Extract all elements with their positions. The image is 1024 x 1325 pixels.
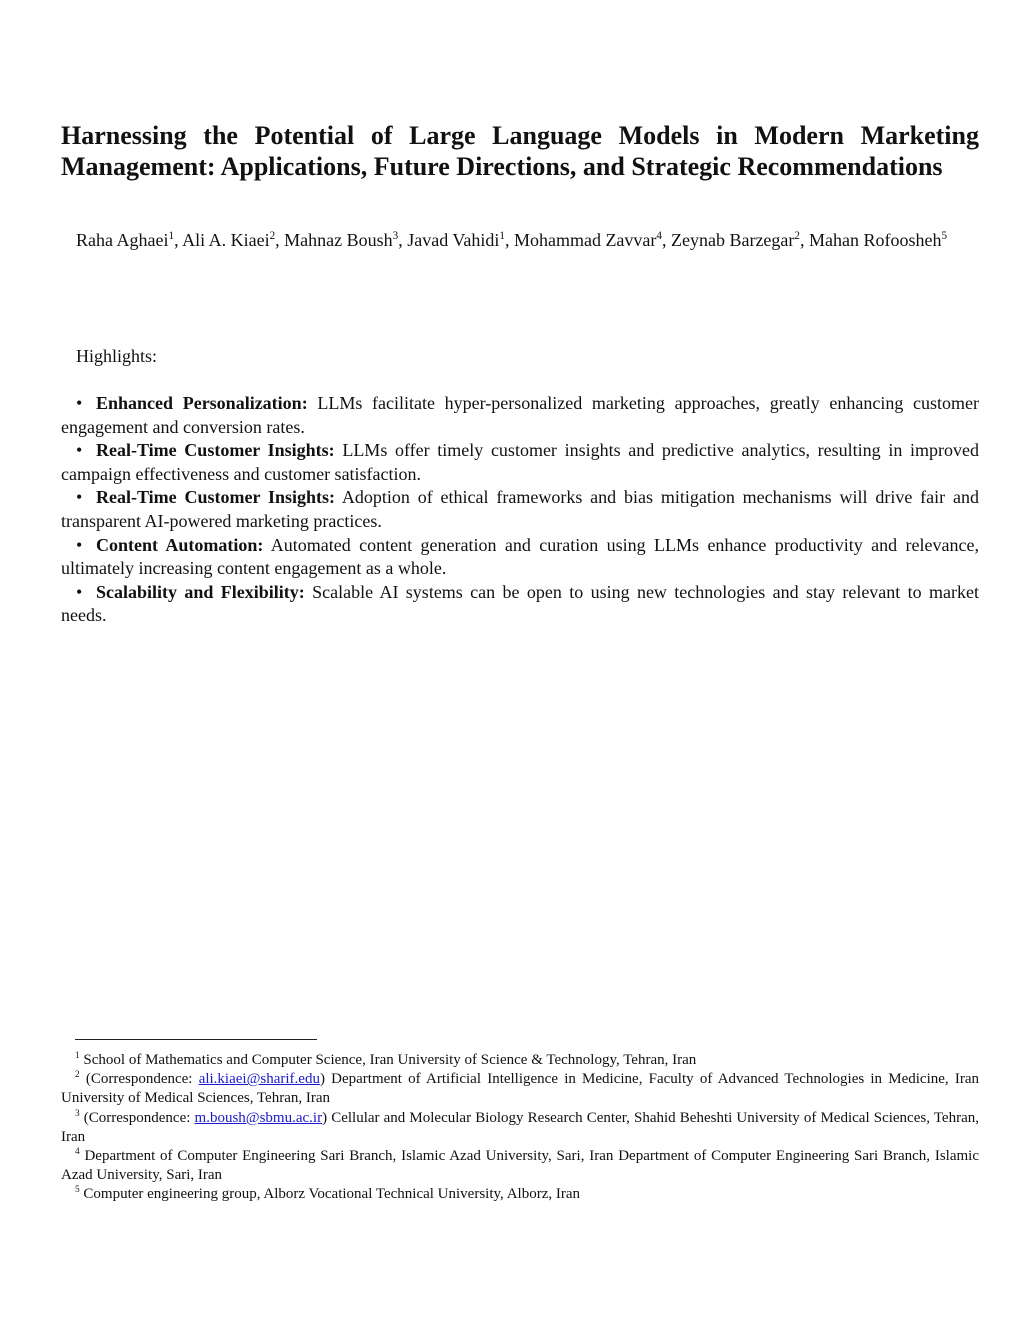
bullet-icon: • — [76, 487, 83, 508]
affiliation-mark: 4 — [656, 230, 662, 242]
footnote-text: Computer engineering group, Alborz Vocational Technical University, Alborz, Iran — [79, 1186, 581, 1203]
affiliation-mark: 5 — [941, 230, 948, 242]
correspondence-email-link[interactable]: ali.kiaei@sharif.edu — [198, 1071, 320, 1088]
footnote-text: (Correspondence: — [79, 1109, 195, 1126]
footnote-divider — [75, 1039, 317, 1040]
author — [809, 230, 947, 250]
highlight-heading: Real-Time Customer Insights: — [96, 487, 336, 508]
footnote-mark: 3 — [75, 1108, 80, 1119]
footnote-mark: 5 — [75, 1185, 80, 1196]
footnote-mark: 2 — [75, 1070, 80, 1081]
footnote-text: (Correspondence: — [79, 1071, 199, 1088]
affiliation-mark: 2 — [794, 230, 800, 242]
author-name: Mahnaz Boush — [284, 230, 393, 250]
author-list — [61, 229, 979, 252]
author — [284, 230, 407, 250]
footnote-text: School of Mathematics and Computer Science, Iran University of Science & Technology, Tehran, Iran — [79, 1052, 697, 1068]
footnote-text: ) Cellular and Molecular Biology Research Center, Shahid Beheshti University of Medical Sciences, Tehran, Iran — [61, 1109, 979, 1145]
author-name: Mahan Rofoosheh — [809, 230, 942, 250]
highlight-item — [61, 534, 979, 581]
affiliation-mark: 3 — [392, 230, 399, 242]
footnote-mark: 1 — [75, 1051, 80, 1061]
footnote — [61, 1070, 979, 1108]
highlight-item — [61, 439, 979, 486]
footnote — [61, 1147, 979, 1185]
footnote-text: ) Department of Artificial Intelligence in Medicine, Faculty of Advanced Technologies in Medicine, Iran University of Medical Sciences, Tehran, Iran — [61, 1071, 979, 1107]
footnote-text: Department of Computer Engineering Sari Branch, Islamic Azad University, Sari, Iran Department of Computer Engineering Sari Branch, Islamic Azad University, Sari, Iran — [61, 1148, 979, 1184]
author-separator: , — [504, 230, 514, 250]
highlight-heading: Scalability and Flexibility: — [96, 581, 305, 602]
author — [407, 230, 514, 250]
author-name: Raha Aghaei — [76, 230, 169, 250]
highlight-text: LLMs offer timely customer insights and predictive analytics, resulting in improved campaign effectiveness and customer satisfaction. — [61, 440, 979, 484]
author — [671, 230, 809, 250]
highlight-heading: Enhanced Personalization: — [96, 393, 308, 413]
highlight-item — [61, 486, 979, 533]
highlight-heading: Content Automation: — [96, 534, 264, 555]
highlight-heading: Real-Time Customer Insights: — [96, 440, 335, 461]
author-separator: , — [174, 230, 183, 250]
author — [514, 230, 671, 250]
correspondence-email-link[interactable]: m.boush@sbmu.ac.ir — [194, 1109, 323, 1126]
affiliation-mark: 1 — [499, 230, 505, 242]
footnotes — [61, 1051, 979, 1205]
author-separator: , — [800, 230, 809, 250]
highlights-list — [61, 392, 979, 628]
author-name: Mohammad Zavvar — [513, 230, 657, 250]
highlight-text: Adoption of ethical frameworks and bias mitigation mechanisms will drive fair and transparent AI-powered marketing practices. — [61, 487, 979, 531]
highlight-text: Automated content generation and curation using LLMs enhance productivity and relevance, ultimately increasing content engagement as a whole. — [61, 534, 979, 579]
bullet-icon: • — [76, 393, 83, 413]
bullet-icon: • — [76, 440, 83, 461]
highlights-heading: Highlights: — [76, 346, 158, 366]
footnote — [61, 1051, 979, 1070]
highlight-item — [61, 392, 979, 439]
author-name: Javad Vahidi — [407, 230, 500, 250]
footnote-mark: 4 — [75, 1147, 80, 1158]
highlight-item — [61, 581, 979, 628]
paper-title: Harnessing the Potential of Large Language Models in Modern Marketing Management: Applications, Future Directions, and Strategic Recommendations — [61, 121, 979, 181]
author — [76, 230, 182, 250]
author — [182, 230, 284, 250]
highlight-text: Scalable AI systems can be open to using new technologies and stay relevant to market needs. — [61, 581, 979, 626]
author-name: Zeynab Barzegar — [670, 230, 795, 250]
author-separator: , — [275, 230, 285, 250]
author-separator: , — [398, 230, 408, 250]
author-name: Ali A. Kiaei — [182, 230, 270, 250]
bullet-icon: • — [76, 534, 83, 555]
highlight-text: LLMs facilitate hyper-personalized marketing approaches, greatly enhancing customer engagement and conversion rates. — [61, 393, 979, 437]
affiliation-mark: 1 — [168, 230, 175, 242]
paper-page — [61, 0, 979, 1325]
footnote — [61, 1109, 979, 1147]
footnote — [61, 1185, 979, 1204]
author-separator: , — [661, 230, 671, 250]
affiliation-mark: 2 — [269, 230, 276, 242]
bullet-icon: • — [76, 581, 83, 602]
